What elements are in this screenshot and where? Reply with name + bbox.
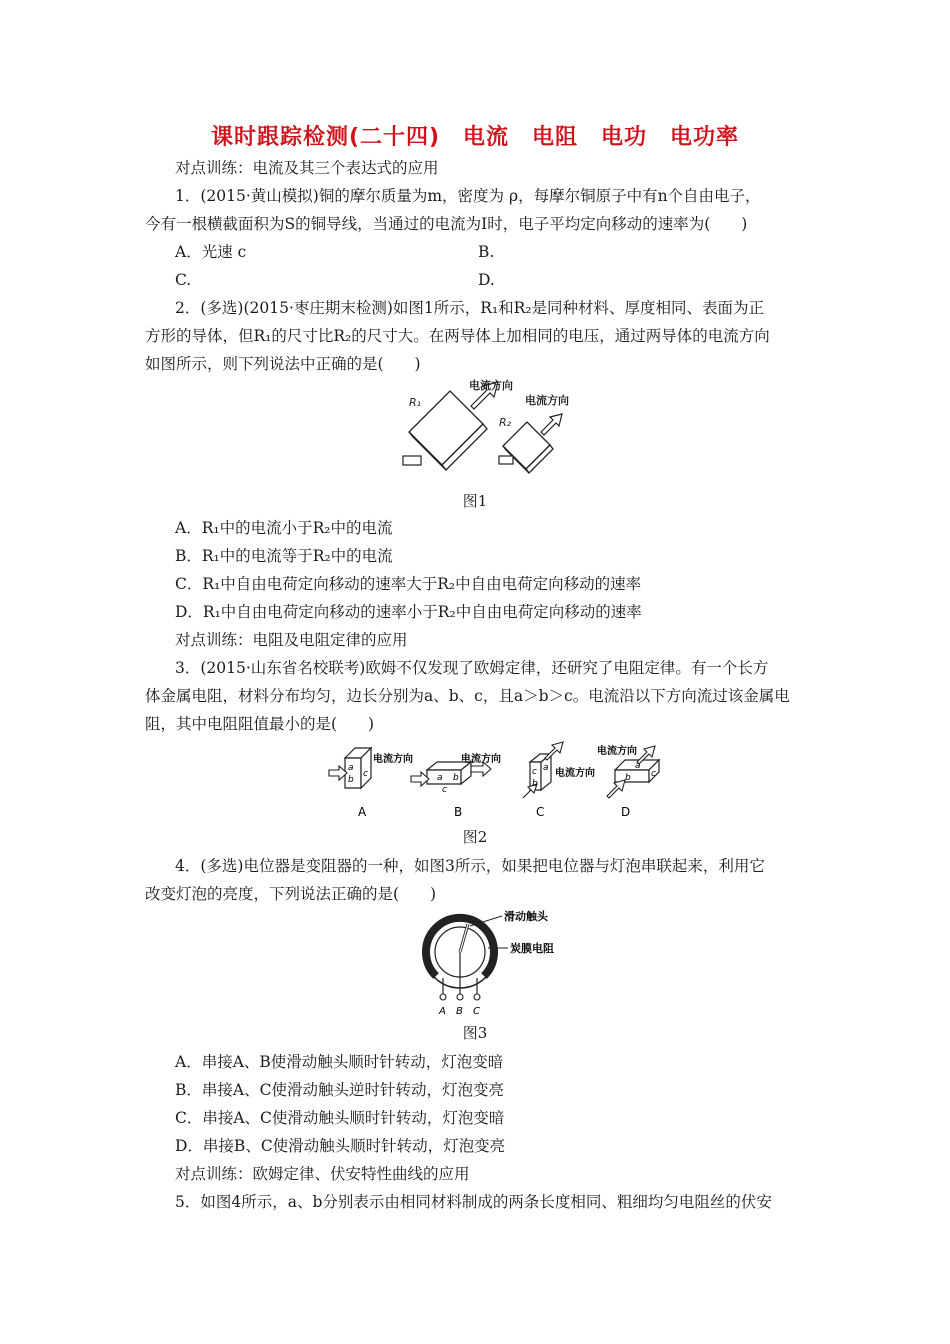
- figure-3-potentiometer: [420, 908, 570, 1018]
- fig1-r1-label: R₁: [409, 396, 422, 409]
- question-3-line: 阻，其中电阻阻值最小的是( ): [145, 715, 375, 733]
- fig2-choice-a: A: [358, 805, 367, 819]
- svg-text:c: c: [651, 769, 656, 779]
- svg-text:b: b: [453, 773, 459, 783]
- question-1-line: 今有一根横截面积为S的铜导线，当通过的电流为I时，电子平均定向移动的速率为( ): [145, 215, 748, 233]
- fig3-terminal-b: B: [456, 1006, 463, 1017]
- svg-text:a: a: [635, 761, 641, 771]
- figure-1-caption: 图1: [462, 492, 488, 510]
- fig2-option-c-block: [523, 742, 595, 798]
- fig2-current-label-d: 电流方向: [597, 746, 637, 757]
- figure-1-conductors: [395, 376, 595, 486]
- option-d: D．R₁中自由电荷定向移动的速率小于R₂中自由电荷定向移动的速率: [175, 603, 642, 621]
- question-2-line: 2．(多选)(2015·枣庄期末检测)如图1所示，R₁和R₂是同种材料、厚度相同、表面为正: [175, 299, 765, 317]
- fig3-film-label: 炭膜电阻: [510, 942, 554, 955]
- option-a: A．串接A、B使滑动触头顺时针转动，灯泡变暗: [175, 1053, 504, 1071]
- fig2-choice-b: B: [454, 805, 463, 819]
- figure-2-caption: 图2: [462, 828, 488, 846]
- option-d: D．串接B、C使滑动触头顺时针转动，灯泡变亮: [175, 1137, 506, 1155]
- fig3-terminal-c: C: [473, 1006, 480, 1017]
- option-c: C.: [175, 271, 192, 289]
- option-b: B．串接A、C使滑动触头逆时针转动，灯泡变亮: [175, 1081, 504, 1099]
- fig2-current-label-b: 电流方向: [461, 754, 501, 765]
- option-a: A．R₁中的电流小于R₂中的电流: [175, 519, 393, 537]
- fig2-current-label-c: 电流方向: [555, 768, 595, 779]
- option-c: C．串接A、C使滑动触头顺时针转动，灯泡变暗: [175, 1109, 505, 1127]
- option-a: A．光速 c: [175, 243, 247, 261]
- svg-text:b: b: [348, 775, 354, 785]
- fig2-current-label-a: 电流方向: [373, 754, 413, 765]
- question-2-line: 如图所示，则下列说法中正确的是( ): [145, 355, 421, 373]
- section-heading: 对点训练：电阻及电阻定律的应用: [175, 631, 408, 649]
- question-1-line: 1．(2015·黄山模拟)铜的摩尔质量为m，密度为 ρ，每摩尔铜原子中有n个自由电子，: [175, 187, 761, 205]
- svg-text:a: a: [437, 773, 443, 783]
- fig2-option-d-block: [597, 744, 659, 798]
- svg-text:b: b: [625, 773, 631, 783]
- fig2-choice-d: D: [621, 805, 631, 819]
- question-3-line: 体金属电阻，材料分布均匀，边长分别为a、b、c，且a＞b＞c。电流沿以下方向流过该金属电: [145, 687, 790, 705]
- figure-3-caption: 图3: [462, 1024, 488, 1042]
- svg-text:c: c: [532, 767, 537, 777]
- section-heading: 对点训练：电流及其三个表达式的应用: [175, 159, 439, 177]
- svg-text:a: a: [543, 763, 549, 773]
- svg-text:a: a: [348, 763, 354, 773]
- question-2-line: 方形的导体，但R₁的尺寸比R₂的尺寸大。在两导体上加相同的电压，通过两导体的电流方向: [145, 327, 770, 345]
- option-c: C．R₁中自由电荷定向移动的速率大于R₂中自由电荷定向移动的速率: [175, 575, 642, 593]
- figure-2-resistor-options: [325, 740, 675, 820]
- fig1-r2-label: R₂: [499, 416, 512, 429]
- section-heading: 对点训练：欧姆定律、伏安特性曲线的应用: [175, 1165, 470, 1183]
- svg-text:c: c: [363, 769, 368, 779]
- fig1-current-label-2: 电流方向: [525, 394, 569, 407]
- fig1-current-label-1: 电流方向: [469, 379, 513, 392]
- fig2-choice-c: C: [536, 805, 545, 819]
- option-b: B.: [478, 243, 495, 261]
- option-d: D.: [478, 271, 495, 289]
- page-title: 课时跟踪检测(二十四) 电流 电阻 电功 电功率: [210, 125, 740, 150]
- question-3-line: 3．(2015·山东省名校联考)欧姆不仅发现了欧姆定律，还研究了电阻定律。有一个长方: [175, 659, 769, 677]
- question-4-line: 4．(多选)电位器是变阻器的一种，如图3所示，如果把电位器与灯泡串联起来，利用它: [175, 857, 765, 875]
- fig2-option-b-block: [411, 752, 501, 795]
- fig3-slider-label: 滑动触头: [504, 910, 548, 923]
- fig3-terminal-a: A: [439, 1006, 446, 1017]
- question-5-line: 5．如图4所示，a、b分别表示由相同材料制成的两条长度相同、粗细均匀电阻丝的伏安: [175, 1193, 772, 1211]
- svg-text:b: b: [532, 779, 538, 789]
- fig2-option-a-block: [329, 748, 413, 788]
- svg-text:c: c: [442, 785, 447, 795]
- question-4-line: 改变灯泡的亮度，下列说法正确的是( ): [145, 885, 437, 903]
- option-b: B．R₁中的电流等于R₂中的电流: [175, 547, 393, 565]
